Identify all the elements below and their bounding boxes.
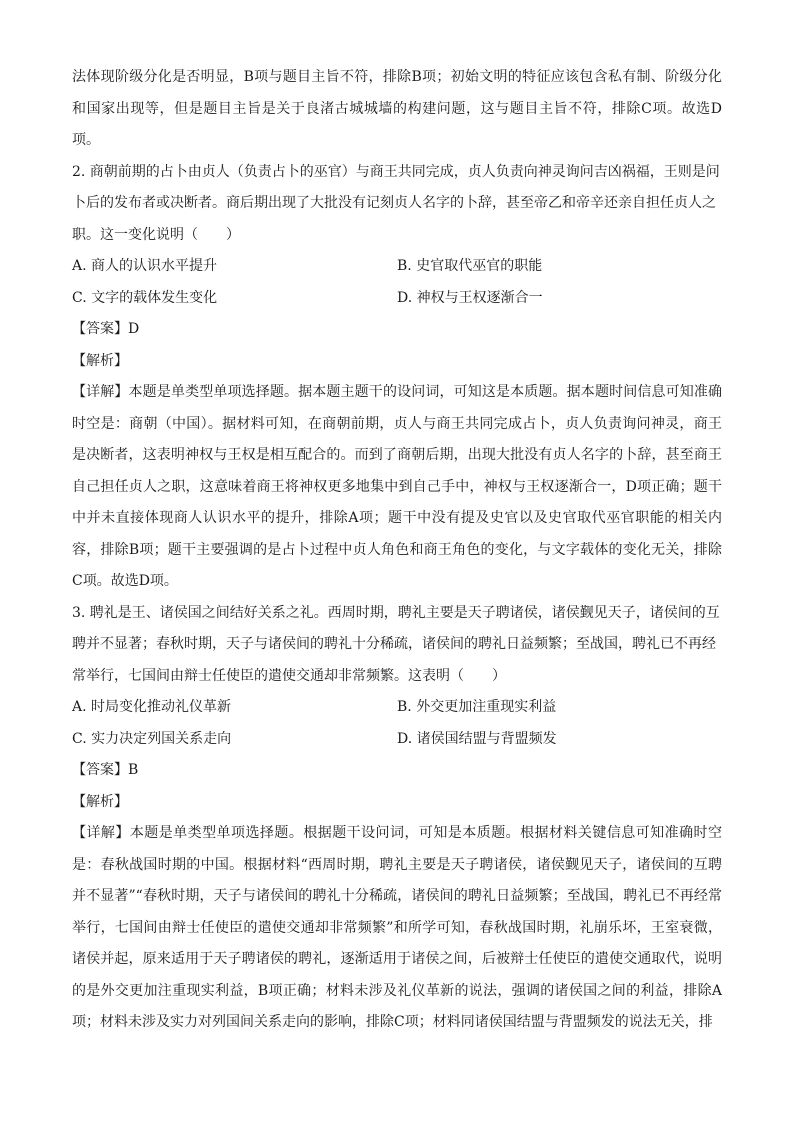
option-a: A. 商人的认识水平提升: [72, 258, 218, 274]
option-b: B. 史官取代巫官的职能: [397, 258, 543, 274]
page-content: [72, 62, 722, 1039]
answer-tag: 【答案】: [72, 321, 128, 337]
question-stem: 2. 商朝前期的占卜由贞人（负责占卜的巫官）与商王共同完成，贞人负责向神灵询问吉凶祸福，王则是问卜后的发布者或决断者。商后期出现了大批没有记刻贞人名字的卜辞，甚至帝乙和帝辛还亲自担任贞人之职。这一变化说明（ ）: [72, 163, 720, 243]
options-row: [72, 251, 722, 283]
detail-text: 本题是单类型单项选择题。根据题干设问词，可知是本质题。根据材料关键信息可知准确时空是：春秋战国时期的中国。根据材料“西周时期，聘礼主要是天子聘诸侯，诸侯觐见天子，诸侯间的互聘并不显著”“春秋时期，天子与诸侯间的聘礼十分稀疏，诸侯间的聘礼日益频繁；至战国，聘礼已不再经常举行，七国间由辩士任使臣的遣使交通却非常频繁”和所学可知，春秋战国时期，礼崩乐坏，王室衰微，诸侯并起，原来适用于天子聘诸侯的聘礼，逐渐适用于诸侯之间，后被辩士任使臣的遣使交通取代，说明的是外交更加注重现实利益，B项正确；材料未涉及礼仪革新的说法，强调的诸侯国之间的利益，排除A项；材料未涉及实力对列国间关系走向的影响，排除C项；材料同诸侯国结盟与背盟频发的说法无关，排: [72, 825, 723, 1030]
analysis-tag: 【解析】: [72, 352, 128, 369]
question-stem: 3. 聘礼是王、诸侯国之间结好关系之礼。西周时期，聘礼主要是天子聘诸侯，诸侯觐见天子，诸侯间的互聘并不显著；春秋时期，天子与诸侯间的聘礼十分稀疏，诸侯间的聘礼日益频繁；至战国，聘礼已不再经常举行，七国间由辩士任使臣的遣使交通却非常频繁。这表明（ ）: [72, 604, 720, 684]
options-row: [72, 283, 722, 315]
answer-value: D: [128, 321, 140, 337]
analysis-tag: 【解析】: [72, 793, 128, 810]
detail-paragraph: [72, 818, 722, 1039]
option-a: A. 时局变化推动礼仪革新: [72, 699, 232, 715]
answer-value: B: [128, 762, 139, 778]
question-2: [72, 157, 722, 598]
option-c: C. 文字的载体发生变化: [72, 289, 218, 306]
detail-tag: 【详解】: [72, 825, 130, 841]
answer-tag: 【答案】: [72, 762, 128, 778]
option-b: B. 外交更加注重现实利益: [397, 699, 557, 715]
options-row: [72, 724, 722, 756]
detail-text: 本题是单类型单项选择题。据本题主题干的设问词，可知这是本质题。据本题时间信息可知准确时空是：商朝（中国）。据材料可知，在商朝前期，贞人与商王共同完成占卜，贞人负责询问神灵，商王是决断者，这表明神权与王权是相互配合的。而到了商朝后期，出现大批没有贞人名字的卜辞，甚至商王自己担任贞人之职，这意味着商王将神权更多地集中到自己手中，神权与王权逐渐合一，D项正确；题干中并未直接体现商人认识水平的提升，排除A项；题干中没有提及史官以及史官取代巫官职能的相关内容，排除B项；题干主要强调的是占卜过程中贞人角色和商王角色的变化，与文字载体的变化无关，排除C项。故选D项。: [72, 384, 723, 589]
option-d: D. 神权与王权逐渐合一: [397, 289, 543, 306]
options-row: [72, 692, 722, 724]
option-d: D. 诸侯国结盟与背盟频发: [397, 730, 557, 747]
answer-line: [72, 314, 722, 346]
answer-line: [72, 755, 722, 787]
option-c: C. 实力决定列国关系走向: [72, 730, 232, 747]
detail-paragraph: [72, 377, 722, 598]
question-3: [72, 598, 722, 1039]
detail-tag: 【详解】: [72, 384, 129, 400]
intro-paragraph: 法体现阶级分化是否明显，B项与题目主旨不符，排除B项；初始文明的特征应该包含私有制、阶级分化和国家出现等，但是题目主旨是关于良渚古城城墙的构建问题，这与题目主旨不符，排除C项。故选D项。: [72, 69, 722, 148]
